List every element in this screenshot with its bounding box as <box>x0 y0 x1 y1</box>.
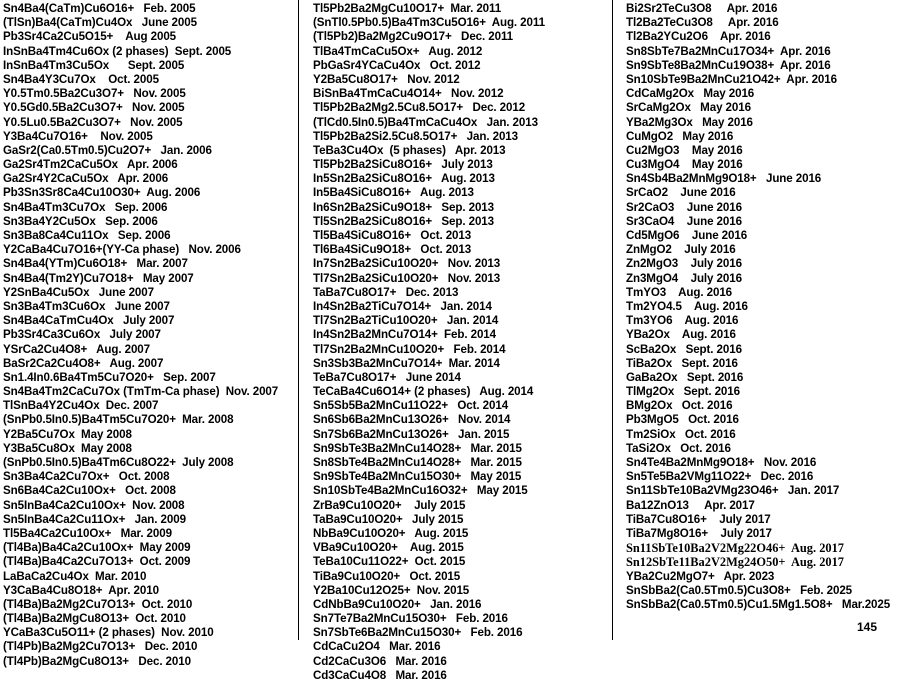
compound-entry: Sn5Sb5Ba2MnCu11O22+ Oct. 2014 <box>313 399 509 413</box>
compound-entry: CdCaMg2Ox May 2016 <box>626 87 755 101</box>
compound-entry: Sn3Sb3Ba2MnCu7O14+ Mar. 2014 <box>313 356 500 370</box>
compound-entry: Sn6Ba4Ca2Cu10Ox+ Oct. 2008 <box>3 484 176 498</box>
compound-entry: In5Sn2Ba2SiCu8O16+ Aug. 2013 <box>313 172 495 186</box>
compound-entry: VBa9Cu10O20+ Aug. 2015 <box>313 541 464 555</box>
compound-entry: TeCaBa4Cu6O14+ (2 phases) Aug. 2014 <box>313 385 534 399</box>
compound-entry: CdCaCu2O4 Mar. 2016 <box>313 640 441 654</box>
compound-entry: Y0.5Tm0.5Ba2Cu3O7+ Nov. 2005 <box>3 87 186 101</box>
compound-entry: ZrBa9Cu10O20+ July 2015 <box>313 498 466 512</box>
compound-entry: Tl2Ba2TeCu3O8 Apr. 2016 <box>626 16 779 30</box>
compound-entry: Tm2SiOx Oct. 2016 <box>626 427 736 441</box>
compound-entry: Tl5Pb2Ba2Si2.5Cu8.5O17+ Jan. 2013 <box>313 129 518 143</box>
compound-entry: SnSbBa2(Ca0.5Tm0.5)Cu3O8+ Feb. 2025 <box>626 583 853 597</box>
compound-entry: Tl5Pb2Ba2Mg2.5Cu8.5O17+ Dec. 2012 <box>313 101 526 115</box>
compound-entry: TaSi2Ox Oct. 2016 <box>626 441 731 455</box>
compound-entry: Sn5InBa4Ca2Cu11Ox+ Jan. 2009 <box>3 512 186 526</box>
compound-entry: Sn5InBa4Ca2Cu10Ox+ Nov. 2008 <box>3 498 185 512</box>
compound-entry: Cd3CaCu4O8 Mar. 2016 <box>313 668 447 682</box>
compound-entry: Sn3Ba8Ca4Cu11Ox Sep. 2006 <box>3 229 171 242</box>
compound-entry: Zn2MgO3 July 2016 <box>626 257 742 271</box>
compound-entry: Ga2Sr4Y2CaCu5Ox Apr. 2006 <box>3 172 169 186</box>
compound-entry: In5Ba4SiCu8O16+ Aug. 2013 <box>313 186 474 200</box>
compound-entry: Y2Ba5Cu8O17+ Nov. 2012 <box>313 72 460 86</box>
compound-entry: YCaBa3Cu5O11+ (2 phases) Nov. 2010 <box>3 626 214 640</box>
compound-entry: Sn7Sb6Ba2MnCu13O26+ Jan. 2015 <box>313 427 510 441</box>
compound-entry: Sn11SbTe10Ba2VMg23O46+ Jan. 2017 <box>626 484 840 498</box>
compound-entry: ZnMgO2 July 2016 <box>626 243 736 257</box>
compound-entry: Tm2YO4.5 Aug. 2016 <box>626 299 748 313</box>
page-number: 145 <box>857 620 878 634</box>
compound-entry: TaBa7Cu8O17+ Dec. 2013 <box>313 285 459 299</box>
compound-entry: Sn11SbTe10Ba2V2Mg22O46+ Aug. 2017 <box>626 541 844 556</box>
compound-entry: TlSnBa4Y2Cu4Ox Dec. 2007 <box>3 399 159 413</box>
compound-entry: Sn8SbTe4Ba2MnCu14O28+ Mar. 2015 <box>313 456 522 469</box>
compound-entry: Y2Ba10Cu12O25+ Nov. 2015 <box>313 583 470 597</box>
compound-entry: YBa2Cu2MgO7+ Apr. 2023 <box>626 569 775 583</box>
compound-entry: In4Sn2Ba2MnCu7O14+ Feb. 2014 <box>313 328 496 342</box>
compound-entry: Tl7Sn2Ba2TiCu10O20+ Jan. 2014 <box>313 314 499 328</box>
compound-entry: Cd5MgO6 June 2016 <box>626 229 748 242</box>
compound-entry: In7Sn2Ba2SiCu10O20+ Nov. 2013 <box>313 257 501 271</box>
compound-entry: In4Sn2Ba2TiCu7O14+ Jan. 2014 <box>313 299 492 313</box>
compound-entry: Tl6Ba4SiCu9O18+ Oct. 2013 <box>313 243 472 257</box>
compound-list-column-1 <box>3 2 278 669</box>
compound-entry: TaBa9Cu10O20+ July 2015 <box>313 512 464 526</box>
compound-entry: Tl5Ba4SiCu8O16+ Oct. 2013 <box>313 229 472 242</box>
compound-entry: Sn3Ba4Y2Cu5Ox Sep. 2006 <box>3 214 158 228</box>
compound-entry: Sn1.4In0.6Ba4Tm5Cu7O20+ Sep. 2007 <box>3 370 216 384</box>
compound-entry: TiBa7Cu8O16+ July 2017 <box>626 512 771 526</box>
compound-entry: Sn4Ba4(YTm)Cu6O18+ Mar. 2007 <box>3 257 188 271</box>
compound-entry: LaBaCa2Cu4Ox Mar. 2010 <box>3 569 147 583</box>
compound-entry: TmYO3 Aug. 2016 <box>626 285 733 299</box>
compound-entry: Pb3Sr4Ca3Cu6Ox July 2007 <box>3 328 161 342</box>
compound-entry: Tl5Ba4Ca2Cu10Ox+ Mar. 2009 <box>3 526 172 540</box>
compound-entry: TeBa10Cu11O22+ Oct. 2015 <box>313 555 466 569</box>
compound-entry: TiBa9Cu10O20+ Oct. 2015 <box>313 569 461 583</box>
compound-entry: Y0.5Lu0.5Ba2Cu3O7+ Nov. 2005 <box>3 115 183 129</box>
compound-entry: Y3Ba4Cu7O16+ Nov. 2005 <box>3 129 153 143</box>
compound-entry: Tl5Pb2Ba2MgCu10O17+ Mar. 2011 <box>313 2 502 15</box>
compound-entry: CdNbBa9Cu10O20+ Jan. 2016 <box>313 597 482 611</box>
compound-entry: Pb3Sn3Sr8Ca4Cu10O30+ Aug. 2006 <box>3 186 201 200</box>
compound-entry: Cu2MgO3 May 2016 <box>626 143 743 157</box>
compound-entry: InSnBa4Tm4Cu6Ox (2 phases) Sept. 2005 <box>3 44 232 58</box>
compound-entry: YBa2Mg3Ox May 2016 <box>626 115 753 129</box>
compound-entry: Sn9SbTe3Ba2MnCu14O28+ Mar. 2015 <box>313 441 522 455</box>
compound-entry: Sn12SbTe11Ba2V2Mg24O50+ Aug. 2017 <box>626 555 844 570</box>
compound-entry: Sn4Ba4Tm2CaCu7Ox (TmTm-Ca phase) Nov. 2007 <box>3 385 279 399</box>
compound-entry: (TlCd0.5In0.5)Ba4TmCaCu4Ox Jan. 2013 <box>313 115 538 129</box>
compound-entry: Sn4Sb4Ba2MnMg9O18+ June 2016 <box>626 172 822 186</box>
compound-entry: YBa2Ox Aug. 2016 <box>626 328 736 342</box>
compound-entry: Pb3Sr4Ca2Cu5O15+ Aug 2005 <box>3 30 177 44</box>
compound-entry: Sn4Ba4CaTmCu4Ox July 2007 <box>3 314 175 328</box>
compound-entry: GaSr2(Ca0.5Tm0.5)Cu2O7+ Jan. 2006 <box>3 143 212 157</box>
compound-entry: Sn7SbTe6Ba2MnCu15O30+ Feb. 2016 <box>313 626 523 640</box>
compound-entry: Sn4Te4Ba2MnMg9O18+ Nov. 2016 <box>626 456 817 469</box>
compound-entry: Tl7Sn2Ba2MnCu10O20+ Feb. 2014 <box>313 342 506 356</box>
compound-list-column-2 <box>313 2 545 683</box>
compound-entry: SrCaO2 June 2016 <box>626 186 736 200</box>
compound-entry: (Tl5Pb2)Ba2Mg2Cu9O17+ Dec. 2011 <box>313 30 514 44</box>
compound-entry: BMg2Ox Oct. 2016 <box>626 399 733 413</box>
column-divider <box>298 0 299 640</box>
compound-entry: (SnPb0.5In0.5)Ba4Tm5Cu7O20+ Mar. 2008 <box>3 413 234 427</box>
compound-entry: Sn3Ba4Ca2Cu7Ox+ Oct. 2008 <box>3 470 170 484</box>
compound-entry: ScBa2Ox Sept. 2016 <box>626 342 742 356</box>
compound-entry: Y0.5Gd0.5Ba2Cu3O7+ Nov. 2005 <box>3 101 185 115</box>
compound-entry: TeBa7Cu8O17+ June 2014 <box>313 370 461 384</box>
compound-entry: Sn10SbTe4Ba2MnCu16O32+ May 2015 <box>313 484 528 498</box>
compound-entry: (Tl4Ba)Ba4Ca2Cu10Ox+ May 2009 <box>3 541 191 555</box>
compound-entry: Sn4Ba4(Tm2Y)Cu7O18+ May 2007 <box>3 271 194 285</box>
compound-entry: Y2Ba5Cu7Ox May 2008 <box>3 427 132 441</box>
compound-entry: Sn10SbTe9Ba2MnCu21O42+ Apr. 2016 <box>626 72 837 86</box>
compound-entry: (Tl4Ba)Ba2Mg2Cu7O13+ Oct. 2010 <box>3 597 193 611</box>
compound-entry: Sn5Te5Ba2VMg11O22+ Dec. 2016 <box>626 470 814 484</box>
compound-entry: Y3CaBa4Cu8O18+ Apr. 2010 <box>3 583 159 597</box>
compound-entry: In6Sn2Ba2SiCu9O18+ Sep. 2013 <box>313 200 494 214</box>
compound-entry: Sn4Ba4Y3Cu7Ox Oct. 2005 <box>3 72 159 86</box>
compound-entry: Zn3MgO4 July 2016 <box>626 271 742 285</box>
compound-entry: Sn4Ba4(CaTm)Cu6O16+ Feb. 2005 <box>3 2 196 15</box>
compound-entry: TlMg2Ox Sept. 2016 <box>626 385 740 399</box>
compound-entry: YSrCa2Cu4O8+ Aug. 2007 <box>3 342 150 356</box>
compound-entry: (TlSn)Ba4(CaTm)Cu4Ox June 2005 <box>3 16 197 30</box>
compound-entry: (SnPb0.5In0.5)Ba4Tm6Cu8O22+ July 2008 <box>3 456 234 469</box>
compound-entry: Y2SnBa4Cu5Ox June 2007 <box>3 285 154 299</box>
compound-entry: Sr3CaO4 June 2016 <box>626 214 742 228</box>
compound-entry: PbGaSr4YCaCu4Ox Oct. 2012 <box>313 58 481 72</box>
compound-entry: Cd2CaCu3O6 Mar. 2016 <box>313 654 447 668</box>
compound-entry: SnSbBa2(Ca0.5Tm0.5)Cu1.5Mg1.5O8+ Mar.2025 <box>626 597 891 611</box>
compound-entry: Sn4Ba4Tm3Cu7Ox Sep. 2006 <box>3 200 168 214</box>
compound-entry: (Tl4Ba)Ba2MgCu8O13+ Oct. 2010 <box>3 612 186 626</box>
compound-entry: NbBa9Cu10O20+ Aug. 2015 <box>313 526 469 540</box>
compound-entry: Sn8SbTe7Ba2MnCu17O34+ Apr. 2016 <box>626 44 831 58</box>
compound-entry: TiBa7Mg8O16+ July 2017 <box>626 526 772 540</box>
compound-entry: Sn3Ba4Tm3Cu6Ox June 2007 <box>3 299 170 313</box>
column-divider <box>612 0 613 640</box>
compound-entry: Bi2Sr2TeCu3O8 Apr. 2016 <box>626 2 778 15</box>
compound-entry: (SnTl0.5Pb0.5)Ba4Tm3Cu5O16+ Aug. 2011 <box>313 16 545 30</box>
compound-entry: Pb3MgO5 Oct. 2016 <box>626 413 739 427</box>
compound-entry: Sn9SbTe4Ba2MnCu15O30+ May 2015 <box>313 470 522 484</box>
compound-entry: TiBa2Ox Sept. 2016 <box>626 356 738 370</box>
compound-entry: Y2CaBa4Cu7O16+(YY-Ca phase) Nov. 2006 <box>3 243 241 257</box>
compound-entry: InSnBa4Tm3Cu5Ox Sept. 2005 <box>3 58 185 72</box>
compound-entry: Sn6Sb6Ba2MnCu13O26+ Nov. 2014 <box>313 413 511 427</box>
compound-entry: GaBa2Ox Sept. 2016 <box>626 370 744 384</box>
compound-entry: Ga2Sr4Tm2CaCu5Ox Apr. 2006 <box>3 158 178 172</box>
compound-entry: Tm3YO6 Aug. 2016 <box>626 314 739 328</box>
compound-entry: Tl2Ba2YCu2O6 Apr. 2016 <box>626 30 771 44</box>
compound-entry: CuMgO2 May 2016 <box>626 129 734 143</box>
compound-entry: Tl5Pb2Ba2SiCu8O16+ July 2013 <box>313 158 493 172</box>
compound-entry: Cu3MgO4 May 2016 <box>626 158 743 172</box>
compound-entry: Sn9SbTe8Ba2MnCu19O38+ Apr. 2016 <box>626 58 831 72</box>
compound-entry: TlBa4TmCaCu5Ox+ Aug. 2012 <box>313 44 483 58</box>
compound-entry: Tl5Sn2Ba2SiCu8O16+ Sep. 2013 <box>313 214 494 228</box>
compound-entry: Y3Ba5Cu8Ox May 2008 <box>3 441 132 455</box>
compound-entry: TeBa3Cu4Ox (5 phases) Apr. 2013 <box>313 143 506 157</box>
compound-entry: Sr2CaO3 June 2016 <box>626 200 742 214</box>
compound-entry: SrCaMg2Ox May 2016 <box>626 101 751 115</box>
compound-entry: BiSnBa4TmCaCu4O14+ Nov. 2012 <box>313 87 504 101</box>
compound-entry: BaSr2Ca2Cu4O8+ Aug. 2007 <box>3 356 164 370</box>
compound-entry: Ba12ZnO13 Apr. 2017 <box>626 498 755 512</box>
compound-list-column-3 <box>626 2 890 612</box>
compound-entry: Sn7Te7Ba2MnCu15O30+ Feb. 2016 <box>313 612 508 626</box>
compound-entry: (Tl4Ba)Ba4Ca2Cu7O13+ Oct. 2009 <box>3 555 191 569</box>
compound-entry: (Tl4Pb)Ba2MgCu8O13+ Dec. 2010 <box>3 654 191 668</box>
compound-entry: Tl7Sn2Ba2SiCu10O20+ Nov. 2013 <box>313 271 501 285</box>
compound-entry: (Tl4Pb)Ba2Mg2Cu7O13+ Dec. 2010 <box>3 640 198 654</box>
